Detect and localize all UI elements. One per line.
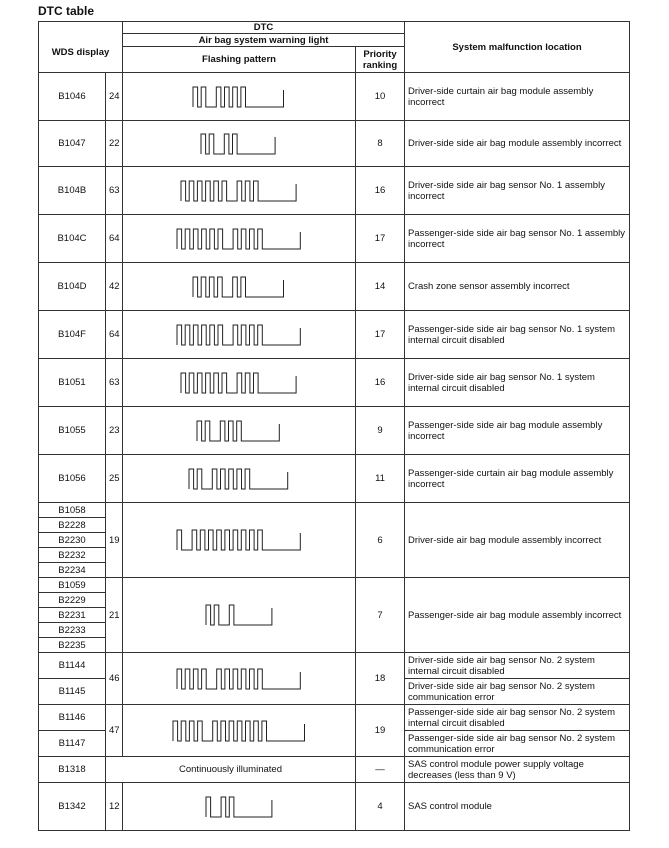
flashing-pattern-wave [179,178,300,204]
flash-count: 42 [106,263,123,311]
table-row [39,167,630,215]
wds-code: B1051 [39,359,106,407]
malfunction-location: Driver-side side air bag sensor No. 2 system internal circuit disabled [405,653,630,679]
priority-ranking: — [356,757,405,783]
flashing-pattern-wave [199,131,279,157]
priority-ranking: 16 [356,359,405,407]
table-row [39,578,630,593]
flash-count: 21 [106,578,123,653]
wave-path [197,421,279,441]
dtc-table [38,21,630,831]
priority-ranking: 9 [356,407,405,455]
warning-light-header: Air bag system warning light [123,34,405,47]
wave-path [173,721,305,741]
malfunction-location: Passenger-side side air bag module assembly incorrect [405,407,630,455]
flashing-pattern [123,783,356,831]
malfunction-location: Passenger-side curtain air bag module assembly incorrect [405,455,630,503]
wds-code: B1145 [39,679,106,705]
wds-code: B1146 [39,705,106,731]
flashing-pattern [123,359,356,407]
wave-path [181,373,296,393]
wds-code: B2233 [39,623,106,638]
table-row [39,73,630,121]
dtc-table-body [39,73,630,831]
priority-ranking: 18 [356,653,405,705]
wds-code: B1056 [39,455,106,503]
flashing-pattern [123,311,356,359]
wds-code: B104C [39,215,106,263]
flashing-pattern-wave [191,84,287,110]
priority-ranking: 14 [356,263,405,311]
flashing-pattern [123,653,356,705]
malfunction-location-header: System malfunction location [405,22,630,73]
flashing-pattern [123,167,356,215]
malfunction-location: Passenger-side side air bag sensor No. 2 system communication error [405,731,630,757]
wds-code: B1147 [39,731,106,757]
table-row [39,215,630,263]
flashing-pattern [123,407,356,455]
wds-code: B1059 [39,578,106,593]
malfunction-location: Driver-side air bag module assembly incorrect [405,503,630,578]
flashing-pattern-wave [179,370,300,396]
wds-code: B1047 [39,121,106,167]
flash-count: 63 [106,167,123,215]
wave-path [206,605,272,625]
wave-path [177,229,300,249]
dtc-header: DTC [123,22,405,34]
malfunction-location: Passenger-side side air bag sensor No. 1 assembly incorrect [405,215,630,263]
flashing-pattern-header: Flashing pattern [123,47,356,73]
wds-code: B1058 [39,503,106,518]
table-row [39,783,630,831]
malfunction-location: SAS control module [405,783,630,831]
flashing-pattern [123,121,356,167]
malfunction-location: Passenger-side side air bag sensor No. 2 system internal circuit disabled [405,705,630,731]
flash-count: 64 [106,311,123,359]
flashing-pattern [123,578,356,653]
flashing-pattern-wave [204,602,275,628]
flashing-pattern [123,263,356,311]
wave-path [193,87,284,107]
wds-code: B2234 [39,563,106,578]
wds-code: B104D [39,263,106,311]
flash-count: 23 [106,407,123,455]
table-row [39,311,630,359]
wave-path [193,277,284,297]
table-row [39,455,630,503]
wds-code: B1046 [39,73,106,121]
priority-ranking: 17 [356,311,405,359]
wave-path [177,669,300,689]
priority-ranking: 4 [356,783,405,831]
table-row [39,263,630,311]
flash-count: 47 [106,705,123,757]
priority-ranking: 7 [356,578,405,653]
table-row [39,121,630,167]
table-row [39,705,630,731]
malfunction-location: Driver-side side air bag sensor No. 1 assembly incorrect [405,167,630,215]
flashing-pattern-wave [187,466,291,492]
flashing-pattern [123,455,356,503]
priority-ranking: 19 [356,705,405,757]
malfunction-location: Driver-side curtain air bag module assembly incorrect [405,73,630,121]
malfunction-location: Driver-side side air bag sensor No. 2 system communication error [405,679,630,705]
wds-code: B1144 [39,653,106,679]
wds-code: B1318 [39,757,106,783]
priority-ranking: 16 [356,167,405,215]
flashing-pattern [123,705,356,757]
wave-path [206,797,272,817]
wds-code: B2231 [39,608,106,623]
malfunction-location: Passenger-side air bag module assembly incorrect [405,578,630,653]
flash-count: 46 [106,653,123,705]
flash-count: 63 [106,359,123,407]
table-row [39,359,630,407]
table-row [39,757,630,783]
priority-ranking-header: Priority ranking [356,47,405,73]
wds-code: B104F [39,311,106,359]
wds-code: B2228 [39,518,106,533]
flashing-pattern [123,73,356,121]
flashing-pattern-wave [175,666,304,692]
flashing-pattern-wave [204,794,275,820]
flashing-pattern-wave [175,527,304,553]
table-row [39,503,630,518]
malfunction-location: Crash zone sensor assembly incorrect [405,263,630,311]
flashing-pattern-wave [175,322,304,348]
page-title: DTC table [38,4,95,18]
wave-path [181,181,296,201]
priority-ranking: 8 [356,121,405,167]
malfunction-location: SAS control module power supply voltage decreases (less than 9 V) [405,757,630,783]
table-row [39,407,630,455]
wave-path [189,469,288,489]
flashing-pattern [123,215,356,263]
wds-code: B2235 [39,638,106,653]
malfunction-location: Passenger-side side air bag sensor No. 1 system internal circuit disabled [405,311,630,359]
flashing-pattern-text: Continuously illuminated [106,757,356,783]
wds-code: B1342 [39,783,106,831]
flash-count: 64 [106,215,123,263]
wds-display-header: WDS display [39,34,123,73]
wds-code: B2229 [39,593,106,608]
priority-ranking: 17 [356,215,405,263]
flash-count: 22 [106,121,123,167]
wave-path [201,134,275,154]
flashing-pattern-wave [175,226,304,252]
flash-count: 25 [106,455,123,503]
flash-count: 12 [106,783,123,831]
priority-ranking: 11 [356,455,405,503]
wave-path [177,530,300,550]
flashing-pattern-wave [195,418,283,444]
wave-path [177,325,300,345]
malfunction-location: Driver-side side air bag module assembly incorrect [405,121,630,167]
priority-ranking: 6 [356,503,405,578]
malfunction-location: Driver-side side air bag sensor No. 1 system internal circuit disabled [405,359,630,407]
wds-code: B2232 [39,548,106,563]
priority-ranking: 10 [356,73,405,121]
wds-code: B104B [39,167,106,215]
table-row [39,653,630,679]
wds-code: B1055 [39,407,106,455]
flash-count: 19 [106,503,123,578]
flashing-pattern-wave [191,274,287,300]
flashing-pattern-wave [171,718,308,744]
flash-count: 24 [106,73,123,121]
wds-code: B2230 [39,533,106,548]
flashing-pattern [123,503,356,578]
